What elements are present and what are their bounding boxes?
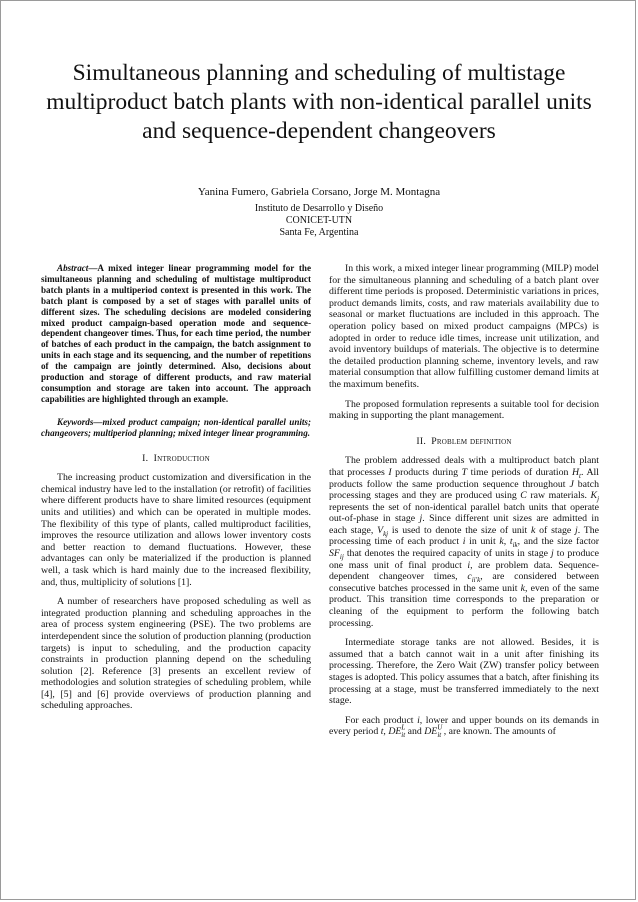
keywords-text: —mixed product campaign; non-identical parallel units; changeovers; multiperiod planning; mixed integer linear programming. (41, 416, 311, 438)
introduction-paragraph-2: A number of researchers have proposed scheduling as well as integrated production planning and scheduling approaches in the area of process system engineering (PSE). The two problems are interdependent since the solution of production planning (production targets) is input to scheduling, and the production capacity constraints in production planning depend on the scheduling solution [2]. Reference [3] presents an excellent review of methodologies and solution strategies of scheduling problem, while [4], [5] and [6] provide overviews of production planning and scheduling approaches. (41, 596, 311, 712)
right-column (329, 263, 599, 746)
problem-paragraph-2: Intermediate storage tanks are not allowed. Besides, it is assumed that a batch cannot wait in a unit after finishing its processing. Therefore, the Zero Wait (ZW) transfer policy between stages is adopted. This policy assumes that a batch, after finishing its processing at a stage, must be transferred immediately to the next stage. (329, 637, 599, 707)
affiliation-institute: Instituto de Desarrollo y Diseño (254, 203, 384, 214)
keywords (41, 417, 311, 439)
affiliation-location: Santa Fe, Argentina (279, 227, 359, 238)
problem-paragraph-1: The problem addressed deals with a multiproduct batch plant that processes I products during T time periods of duration $H_t$. All products follow the same production sequence throughout J batch processing stages and they are produced using C raw materials. $K_j$ represents the set of non-identical parallel batch units that operate out-of-phase in stage j. Since different unit sizes are admitted in each stage, $V_{kj}$ is used to denote the size of unit k of stage j. The processing time of each product i in unit k, $t_{ik}$, and the size factor $SF_{ij}$ that denotes the required capacity of units in stage j to produce one mass unit of final product i, are problem data. Sequence-dependent changeover times, $c_{ii'k}$, are considered between consecutive batches processed in the same unit k, even of the same product. This transition time corresponds to the preparation or cleaning of the equipment to perform the following batch processing. (329, 455, 600, 629)
affiliation-organization: CONICET-UTN (285, 215, 353, 226)
section-heading-introduction: I. Introduction (142, 452, 210, 464)
introduction-paragraph-3: In this work, a mixed integer linear programming (MILP) model for the simultaneous planning and scheduling of a batch plant over different time periods is proposed. Deterministic variations in prices, product demands limits, costs, and raw materials availability due to seasonal or market fluctuations are included in this approach. The operation policy based on mixed product campaigns (MPCs) is adopted in order to reduce idle times, increase unit utilization, and avoid inventory buildups of materials. The objective is to determine the detailed production planning scheme, inventory levels, and raw material consumption that allow fulfilling customer demand limits at the maximum benefits. (329, 263, 599, 390)
abstract (41, 263, 311, 405)
abstract-label: Abstract (57, 263, 89, 273)
left-column (41, 263, 311, 720)
introduction-paragraph-1: The increasing product customization and diversification in the chemical industry have led to the installation (or retrofit) of facilities where different products have to share limited resources (equipment units and utilities) and which can be operated in multiple modes. The flexibility of this type of plants, called multiproduct facilities, improves the resource utilization and allows lower inventory costs and better reaction to demand fluctuations. However, these advantages can only be materialized if the production is planned well, a task which is hard mainly due to the increased flexibility, and, thus, multiplicity of solutions [1]. (41, 472, 311, 588)
paper-title: Simultaneous planning and scheduling of multistage multiproduct batch plants with non-identical parallel units and sequence-dependent changeovers (46, 60, 592, 144)
author-list: Yanina Fumero, Gabriela Corsano, Jorge M. Montagna (197, 186, 441, 198)
section-heading-problem-definition: II. Problem definition (416, 435, 512, 447)
keywords-label: Keywords (57, 416, 94, 427)
introduction-paragraph-4: The proposed formulation represents a suitable tool for decision making in supporting the plant management. (329, 398, 599, 422)
abstract-text: —A mixed integer linear programming model for the simultaneous planning and scheduling of multistage multiproduct batch plants in a multiperiod context is presented in this work. The batch plant is composed by a set of stages with parallel units of different sizes. The scheduling decisions are modeled considering mixed product campaign-based operation mode and sequence-dependent changeover times. Thus, for each time period, the number of batches of each product in the campaign, the batch assignment to units in each stage and its sequencing, and the number of repetitions of the campaign are jointly determined. Also, decisions about production and storage of different products, and raw material consumption and storage are taken into account. The approach capabilities are highlighted through an example. (41, 263, 311, 404)
problem-paragraph-3: For each product i, lower and upper bounds on its demands in every period t, $DE^L_{it}$ and $DE^U_{it}$ , are known. The amounts of (329, 714, 600, 740)
